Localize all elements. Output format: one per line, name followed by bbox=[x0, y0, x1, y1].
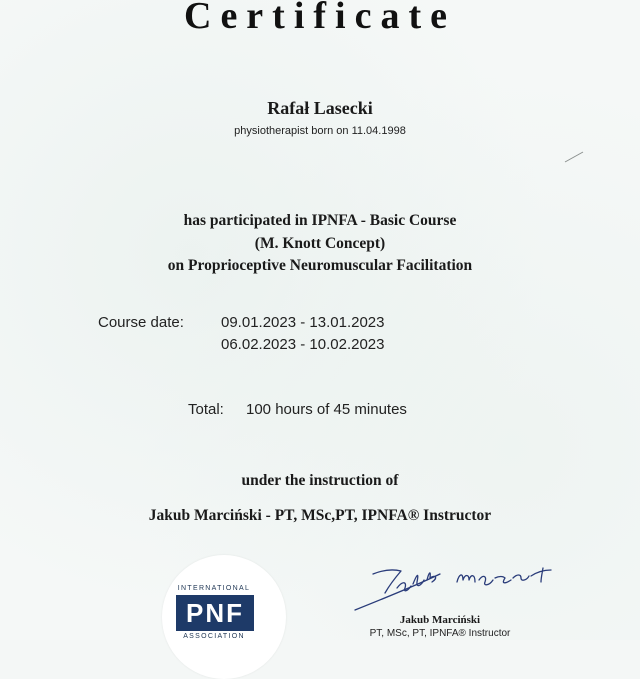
signatory-credentials: PT, MSc, PT, IPNFA® Instructor bbox=[369, 628, 511, 639]
instructor-line: Jakub Marciński - PT, MSc,PT, IPNFA® Instructor bbox=[148, 507, 492, 524]
course-description bbox=[0, 210, 640, 278]
course-line: on Proprioceptive Neuromuscular Facilitation bbox=[167, 257, 473, 274]
participant-description: physiotherapist born on 11.04.1998 bbox=[234, 125, 406, 137]
logo-main-text: PNF bbox=[176, 595, 254, 631]
logo-bottom-text: ASSOCIATION bbox=[183, 633, 245, 640]
course-line: (M. Knott Concept) bbox=[254, 234, 386, 252]
instruction-heading: under the instruction of bbox=[241, 472, 399, 489]
certificate-title: Certificate bbox=[184, 0, 456, 37]
course-date-1: 09.01.2023 - 13.01.2023 bbox=[221, 314, 385, 331]
signatory-name: Jakub Marciński bbox=[399, 614, 481, 626]
course-line: has participated in IPNFA - Basic Course bbox=[183, 212, 457, 229]
course-date-label: Course date: bbox=[98, 314, 184, 331]
signature-icon bbox=[345, 560, 575, 615]
total-label: Total: bbox=[188, 401, 224, 418]
logo-top-text: INTERNATIONAL bbox=[177, 585, 251, 592]
total-value: 100 hours of 45 minutes bbox=[246, 401, 407, 418]
pen-mark-icon bbox=[563, 150, 585, 164]
participant-name: Rafał Lasecki bbox=[267, 98, 373, 118]
course-date-2: 06.02.2023 - 10.02.2023 bbox=[221, 336, 385, 353]
